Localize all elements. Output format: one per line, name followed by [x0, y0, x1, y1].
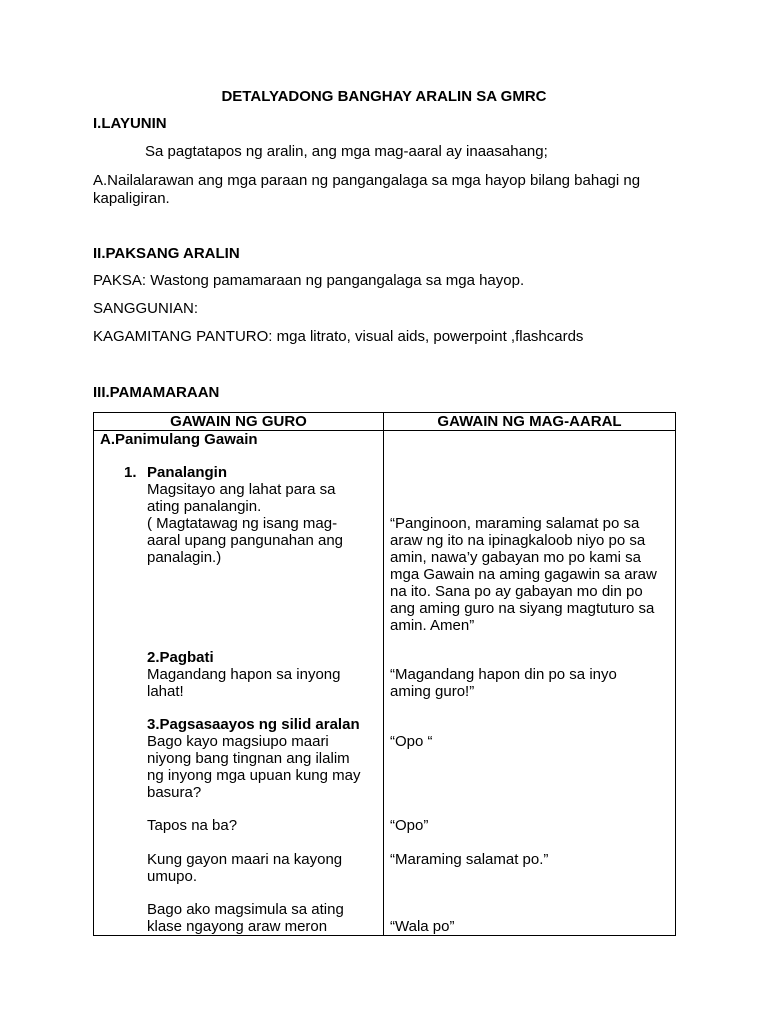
guro-pagsasaayos-line1: Bago kayo magsiupo maari	[147, 733, 329, 750]
magaaral-panalangin-line1: “Panginoon, maraming salamat po sa	[390, 515, 640, 532]
guro-panalangin-line1: Magsitayo ang lahat para sa	[147, 481, 336, 498]
guro-bago-line2: klase ngayong araw meron	[147, 918, 328, 935]
magaaral-panalangin-line5: na ito. Sana po ay gabayan mo din po	[390, 583, 643, 600]
guro-panalangin-line4: aaral upang pangunahan ang	[147, 532, 344, 549]
magaaral-panalangin-line4: mga Gawain na aming gagawin sa araw	[390, 566, 657, 583]
layunin-item-a-line1: A.Nailalarawan ang mga paraan ng pangangalaga sa mga hayop bilang bahagi ng	[93, 172, 641, 189]
paksa-line: PAKSA: Wastong pamamaraan ng pangangalaga sa mga hayop.	[93, 272, 525, 289]
magaaral-salamat: “Maraming salamat po.”	[390, 851, 549, 868]
magaaral-panalangin-line7: amin. Amen”	[390, 617, 475, 634]
magaaral-panalangin-line3: amin, nawa’y gabayan mo po kami sa	[390, 549, 641, 566]
kagamitan-line: KAGAMITANG PANTURO: mga litrato, visual aids, powerpoint ,flashcards	[93, 328, 584, 345]
guro-kung-line2: umupo.	[147, 868, 198, 885]
table-header-row	[94, 413, 676, 431]
magaaral-panalangin-line2: araw ng ito na ipinagkaloob niyo po sa	[390, 532, 646, 549]
pamamaraan-table	[93, 412, 676, 936]
magaaral-wala: “Wala po”	[390, 918, 455, 935]
document-title: DETALYADONG BANGHAY ARALIN SA GMRC	[221, 88, 547, 105]
guro-pagsasaayos-line2: niyong bang tingnan ang ilalim	[147, 750, 350, 767]
layunin-intro: Sa pagtatapos ng aralin, ang mga mag-aaral ay inaasahang;	[145, 143, 548, 160]
magaaral-pagbati-line2: aming guro!”	[390, 683, 475, 700]
guro-kung-line1: Kung gayon maari na kayong	[147, 851, 343, 868]
list-number-1: 1.	[124, 464, 137, 481]
guro-panalangin-line3: ( Magtatawag ng isang mag-	[147, 515, 338, 532]
magaaral-panalangin-line6: ang aming guro na siyang magtuturo sa	[390, 600, 655, 617]
pagsasaayos-title: 3.Pagsasaayos ng silid aralan	[147, 716, 360, 733]
guro-pagsasaayos-line4: basura?	[147, 784, 202, 801]
guro-pagsasaayos-line3: ng inyong mga upuan kung may	[147, 767, 361, 784]
column-header-guro: GAWAIN NG GURO	[94, 413, 384, 431]
table-row	[94, 431, 676, 936]
layunin-item-a-line2: kapaligiran.	[93, 190, 170, 207]
guro-pagbati-line2: lahat!	[147, 683, 184, 700]
guro-cell	[94, 431, 384, 936]
guro-bago-line1: Bago ako magsimula sa ating	[147, 901, 344, 918]
guro-panalangin-line2: ating panalangin.	[147, 498, 262, 515]
layunin-heading: I.LAYUNIN	[93, 115, 167, 132]
magaaral-opo-1: “Opo “	[390, 733, 433, 750]
panalangin-title: Panalangin	[147, 464, 228, 481]
pamamaraan-heading: III.PAMAMARAAN	[93, 384, 220, 401]
magaaral-pagbati-line1: “Magandang hapon din po sa inyo	[390, 666, 617, 683]
sanggunian-line: SANGGUNIAN:	[93, 300, 199, 317]
magaaral-opo-2: “Opo”	[390, 817, 429, 834]
pagbati-title: 2.Pagbati	[147, 649, 214, 666]
magaaral-cell	[384, 431, 676, 936]
guro-pagbati-line1: Magandang hapon sa inyong	[147, 666, 341, 683]
guro-panalangin-line5: panalagin.)	[147, 549, 222, 566]
panimulang-gawain-heading: A.Panimulang Gawain	[100, 431, 258, 448]
guro-tapos-line: Tapos na ba?	[147, 817, 238, 834]
paksang-aralin-heading: II.PAKSANG ARALIN	[93, 245, 240, 262]
column-header-magaaral: GAWAIN NG MAG-AARAL	[384, 413, 676, 431]
